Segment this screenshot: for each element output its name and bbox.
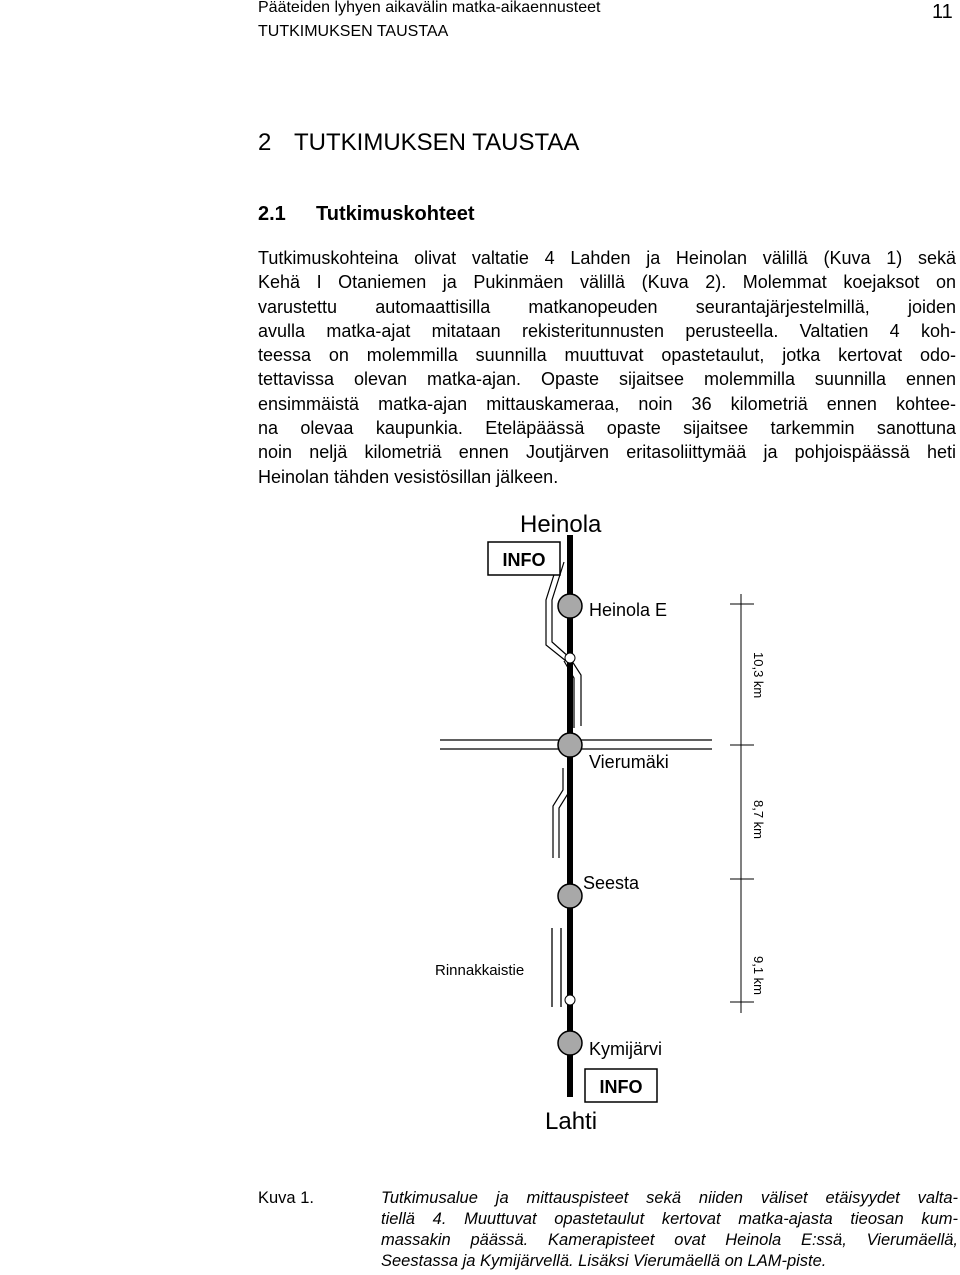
subsection-number: 2.1	[258, 203, 286, 225]
distance-scale	[730, 594, 754, 1013]
caption-line: Seestassa ja Kymijärvellä. Lisäksi Vierumäellä on LAM-piste.	[381, 1252, 827, 1270]
caption-line: massakin päässä. Kamerapisteet ovat Heinola E:ssä, Vierumäellä,	[381, 1231, 958, 1249]
road-label-rinnakkaistie: Rinnakkaistie	[435, 962, 525, 979]
caption-line: Tutkimusalue ja mittauspisteet sekä niiden väliset etäisyydet valta-	[381, 1189, 958, 1207]
parallel-road-north	[546, 562, 581, 728]
caption-line: tiellä 4. Muuttuvat opastetaulut kertovat matka-ajasta tieosan kum-	[381, 1210, 958, 1228]
distance-label-2: 8,7 km	[751, 800, 766, 840]
info-sign-south: INFO	[599, 1077, 643, 1097]
caption-text	[381, 1188, 958, 1272]
section-number: 2	[258, 129, 272, 156]
paragraph-line: ensimmäistä matka-ajan mittauskameraa, noin 36 kilometriä ennen kohtee-	[258, 393, 956, 414]
city-label-lahti: Lahti	[545, 1108, 598, 1135]
route-diagram	[420, 500, 780, 1180]
station-label-seesta: Seesta	[583, 873, 640, 893]
station-label-kymijarvi: Kymijärvi	[589, 1039, 663, 1059]
subsection-heading	[258, 201, 475, 227]
parallel-road-middle	[553, 764, 569, 858]
camera-point-seesta	[558, 884, 582, 908]
rinnakkaistie-road	[552, 928, 561, 1007]
city-label-heinola: Heinola	[520, 511, 602, 538]
paragraph-line: teessa on molemmilla suunnilla muuttuvat opastetaulut, jotka kertovat odo-	[258, 345, 956, 366]
paragraph-line: Kehä I Otaniemen ja Pukinmäen välillä (Kuva 2). Molemmat koejaksot on	[258, 272, 956, 293]
camera-point-kymijarvi	[558, 1031, 582, 1055]
junction-node	[565, 653, 575, 663]
paragraph-line: avulla matka-ajat mitataan rekisteritunnusten perusteella. Valtatien 4 koh-	[258, 320, 956, 341]
junction-node	[565, 995, 575, 1005]
station-label-heinola-e: Heinola E	[589, 600, 668, 620]
caption-label: Kuva 1.	[258, 1189, 314, 1207]
page-number: 11	[932, 1, 953, 23]
section-heading	[258, 128, 579, 158]
paragraph-line: Heinolan tähden vesistösillan jälkeen.	[258, 466, 559, 487]
distance-label-1: 10,3 km	[751, 652, 766, 699]
paragraph-line: noin neljä kilometriä ennen Joutjärven eritasoliittymää ja pohjoispäässä heti	[258, 442, 956, 463]
running-header-section: TUTKIMUKSEN TAUSTAA	[258, 23, 449, 40]
paragraph-line: varustettu automaattisilla matkanopeuden seurantajärjestelmillä, joiden	[258, 296, 956, 317]
camera-point-heinola-e	[558, 594, 582, 618]
subsection-title: Tutkimuskohteet	[316, 203, 475, 225]
body-paragraph	[258, 246, 956, 489]
paragraph-line: na olevaa kaupunkia. Eteläpäässä opaste sijaitsee tarkemmin sanottuna	[258, 418, 956, 439]
distance-label-3: 9,1 km	[751, 956, 766, 996]
info-sign-north: INFO	[502, 550, 546, 570]
section-title: TUTKIMUKSEN TAUSTAA	[294, 129, 580, 156]
station-label-vierumaki: Vierumäki	[589, 752, 669, 772]
camera-point-vierumaki	[558, 733, 582, 757]
paragraph-line: Tutkimuskohteina olivat valtatie 4 Lahden ja Heinolan välillä (Kuva 1) sekä	[258, 248, 956, 268]
paragraph-line: tettavissa olevan matka-ajan. Opaste sijaitsee molemmilla suunnilla ennen	[258, 369, 956, 390]
running-header-title: Pääteiden lyhyen aikavälin matka-aikaennusteet	[258, 0, 601, 16]
